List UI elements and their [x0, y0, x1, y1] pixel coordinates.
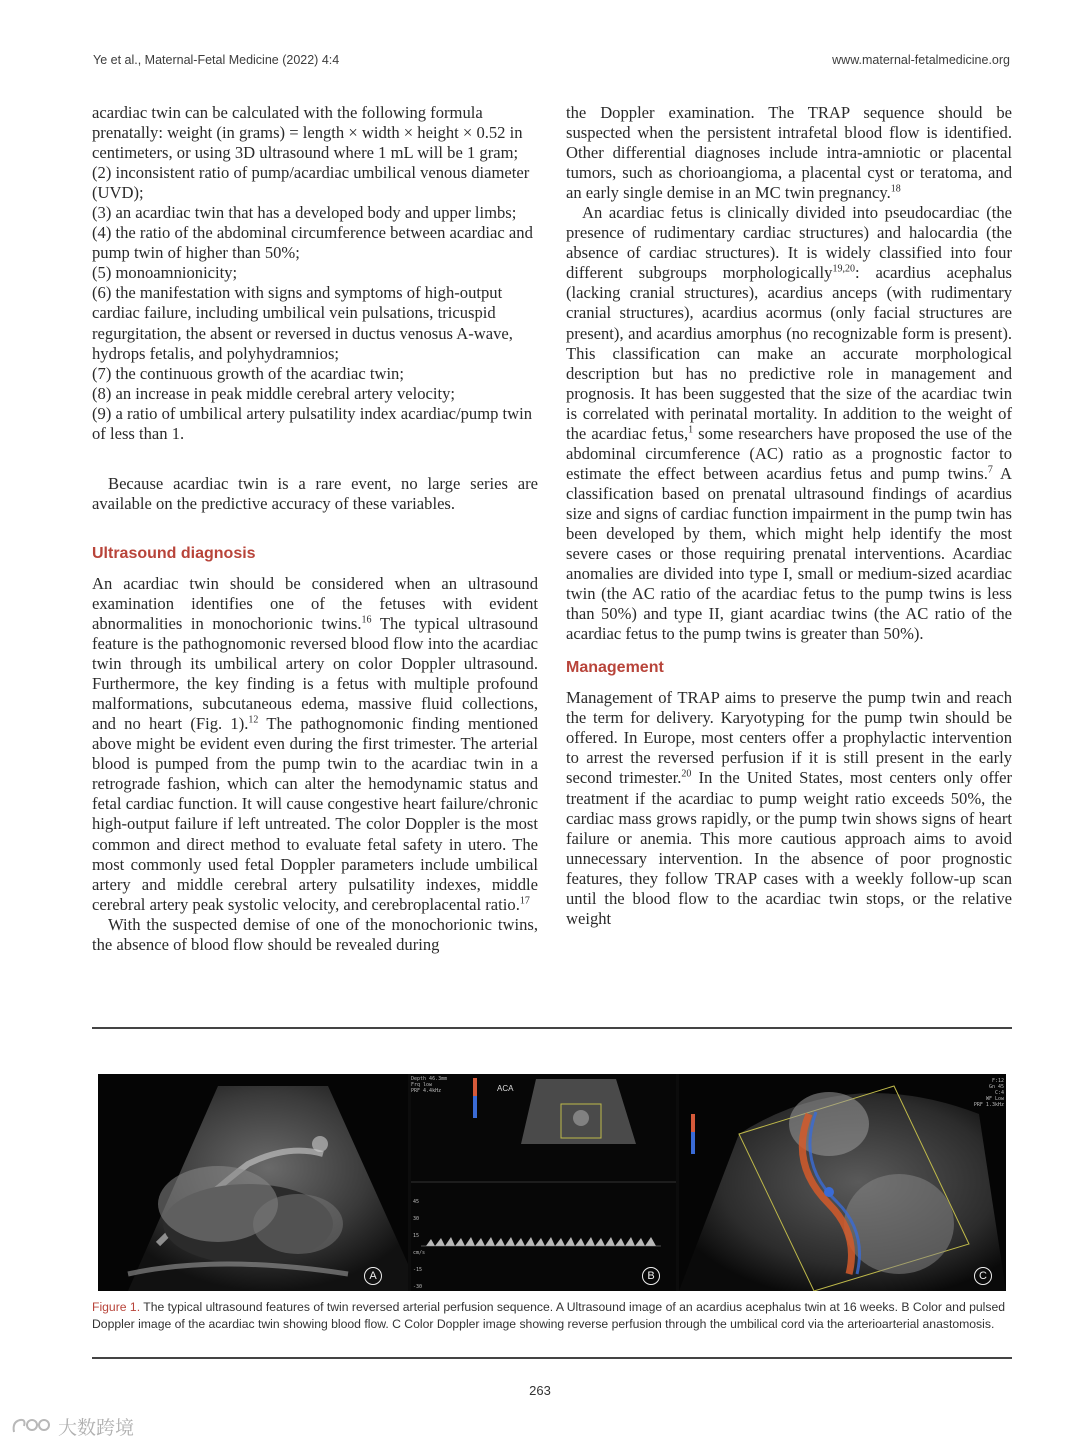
running-head-url[interactable]: www.maternal-fetalmedicine.org	[832, 53, 1010, 67]
figure-top-rule	[92, 1027, 1012, 1029]
velocity-scale: 45 30 15 cm/s -15 -30	[413, 1199, 426, 1290]
caption-text: The typical ultrasound features of twin reversed arterial perfusion sequence. A Ultrasound image of an acardius acephalus twin at 16 weeks. B Color and pulsed Doppler image of the acardiac twin showing blood flow. C Color Doppler image showing reverse perfusion through the umbilical cord via the arterioarterial anastomosis.	[92, 1300, 1006, 1331]
criteria-item-2: (2) inconsistent ratio of pump/acardiac umbilical venous diameter (UVD);	[92, 163, 530, 203]
panel-label-a: A	[364, 1267, 382, 1285]
doppler-readout: Depth 46.3mm Frq low PRF 4.4kHz	[411, 1076, 448, 1094]
figure-caption	[92, 1299, 1012, 1333]
panel-label-c: C	[974, 1267, 992, 1285]
doppler-image-c	[679, 1074, 1006, 1291]
management-heading: Management	[566, 659, 664, 677]
criteria-item-4: (4) the ratio of the abdominal circumference between acardiac and pump twin of higher than 50%;	[92, 223, 533, 263]
doppler-panel-c	[679, 1074, 1006, 1291]
panel-label-b: B	[642, 1267, 660, 1285]
watermark	[10, 1413, 134, 1440]
citation-ref[interactable]: 17	[519, 895, 530, 907]
aca-tag: ACA	[497, 1084, 514, 1093]
criteria-item-9: (9) a ratio of umbilical artery pulsatility index acardiac/pump twin of less than 1.	[92, 403, 533, 443]
figure-label: Figure 1.	[92, 1300, 141, 1314]
citation-ref[interactable]: 19,20	[832, 263, 855, 275]
ultrasound-diagnosis-heading: Ultrasound diagnosis	[92, 544, 256, 562]
criteria-item-3: (3) an acardiac twin that has a developed body and upper limbs;	[92, 203, 517, 223]
figure-1	[98, 1074, 1006, 1291]
citation-ref[interactable]: 1	[688, 424, 694, 436]
doppler-image-b	[411, 1074, 676, 1291]
criteria-item-7: (7) the continuous growth of the acardiac twin;	[92, 363, 404, 383]
color-doppler-readout: F:12 Gn 45 C:4 WF Low PRF 1.3kHz	[973, 1078, 1004, 1108]
ultrasound-paragraph-1: An acardiac twin should be considered when an ultrasound examination identifies one of the fetuses with evident abnormalities in monochorionic twins.$^{16}$ The typical ultrasound feature is the pathognomonic reversed blood flow into the acardiac twin through its umbilical artery on color Doppler ultrasound. Furthermore, the key finding is a fetus with multiple profound malformations, subcutaneous edema, massive fluid collections, and no heart (Fig. 1).$^{12}$ The pathognomonic finding mentioned above might be evident even during the first trimester. The arterial blood is pumped from the pump twin to the acardiac twin in a retrograde fashion, which can alter the hemodynamic status and fetal cardiac function. It will cause congestive heart failure/chronic high-output failure if left untreated. The color Doppler is the most common and direct method to evaluate fetal safety in utero. The most commonly used fetal Doppler parameters include umbilical artery and middle cerebral artery pulsatility indexes, middle cerebral artery peak systolic velocity, and cerebroplacental ratio.$^{17}$	[92, 573, 538, 914]
management-paragraph: Management of TRAP aims to preserve the pump twin and reach the term for delivery. Karyotyping for the pump twin should be offered. In Europe, most centers offer a prophylactic intervention to arrest the reversed perfusion if it is still present in the early second trimester.$^{20}$ In the United States, most centers only offer treatment if the acardiac to pump weight ratio exceeds 50%, the cardiac mass grows rapidly, or the pump twin shows signs of heart failure or anemia. This more cautious approach aims to avoid unnecessary intervention. In the absence of poor prognostic features, they follow TRAP cases with a weekly follow-up scan until the blood flow to the acardiac twin stops, or the relative weight	[566, 688, 1013, 928]
citation-ref[interactable]: 16	[361, 614, 372, 626]
differential-paragraph: the Doppler examination. The TRAP sequence should be suspected when the persistent intrafetal blood flow is identified. Other differential diagnoses include intra-amniotic or placental tumors, such as chorioangioma, a placental cyst or teratoma, and an early single demise in an MC twin pregnancy.$^{18}$	[566, 103, 1012, 203]
page-number: 263	[529, 1383, 551, 1398]
doppler-panel-b	[411, 1074, 676, 1291]
watermark-text: 大数跨境	[58, 1417, 135, 1439]
formula-paragraph: acardiac twin can be calculated with the following formula prenatally: weight (in grams) = length × width × height × 0.52 in centimeters, or using 3D ultrasound where 1 mL will be 1 gram;	[92, 103, 523, 163]
right-column	[566, 103, 1012, 929]
citation-ref[interactable]: 18	[890, 183, 901, 195]
running-head-citation: Ye et al., Maternal-Fetal Medicine (2022) 4:4	[93, 53, 340, 67]
rare-event-paragraph: Because acardiac twin is a rare event, no large series are available on the predictive accuracy of these variables.	[92, 473, 538, 513]
citation-ref[interactable]: 7	[987, 464, 993, 476]
left-column	[92, 103, 538, 955]
figure-bottom-rule	[92, 1357, 1012, 1359]
classification-paragraph: An acardiac fetus is clinically divided into pseudocardiac (the presence of rudimentary cardiac structures) and halocardia (the absence of cardiac structures). It is widely classified into four different subgroups morphologically$^{19,20}$: acardius acephalus (lacking cranial structures), acardius anceps (with rudimentary cranial structures), acardius acormus (only facial structures are present), and acardius amorphus (no recognizable form is present). This classification can make an accurate morphological description but has no predictive role in management and prognosis. It has been suggested that the size of the acardiac twin is correlated with perinatal mortality. In addition to the weight of the acardiac fetus,$^1$ some researchers have proposed the use of the abdominal circumference (AC) ratio as a prognostic factor to estimate the effect between acardius fetus and pump twins.$^7$ A classification based on prenatal ultrasound findings of acardius size and signs of cardiac function impairment in the pump twin has been developed by them, which might help identify the most severe cases or those requiring prenatal interventions. Acardiac anomalies are divided into type I, small or medium-sized acardiac twin (the AC ratio of the acardiac fetus to the pump twins is less than 50%) and type II, giant acardiac twins (the AC ratio of the acardiac fetus to the pump twins is greater than 50%).	[566, 203, 1013, 644]
criteria-item-8: (8) an increase in peak middle cerebral artery velocity;	[92, 383, 456, 403]
ultrasound-panel-a	[98, 1074, 408, 1291]
ultrasound-paragraph-2: With the suspected demise of one of the monochorionic twins, the absence of blood flow should be revealed during	[92, 914, 538, 954]
criteria-item-5: (5) monoamnionicity;	[92, 263, 238, 283]
watermark-logo-icon	[10, 1416, 54, 1438]
citation-ref[interactable]: 20	[681, 768, 692, 780]
citation-ref[interactable]: 12	[248, 714, 259, 726]
ultrasound-image-a	[98, 1074, 408, 1291]
criteria-item-6: (6) the manifestation with signs and symptoms of high-output cardiac failure, including umbilical vein pulsations, tricuspid regurgitation, the absent or reversed in ductus venosus A-wave, hydrops fetalis, and polyhydramnios;	[92, 283, 513, 363]
